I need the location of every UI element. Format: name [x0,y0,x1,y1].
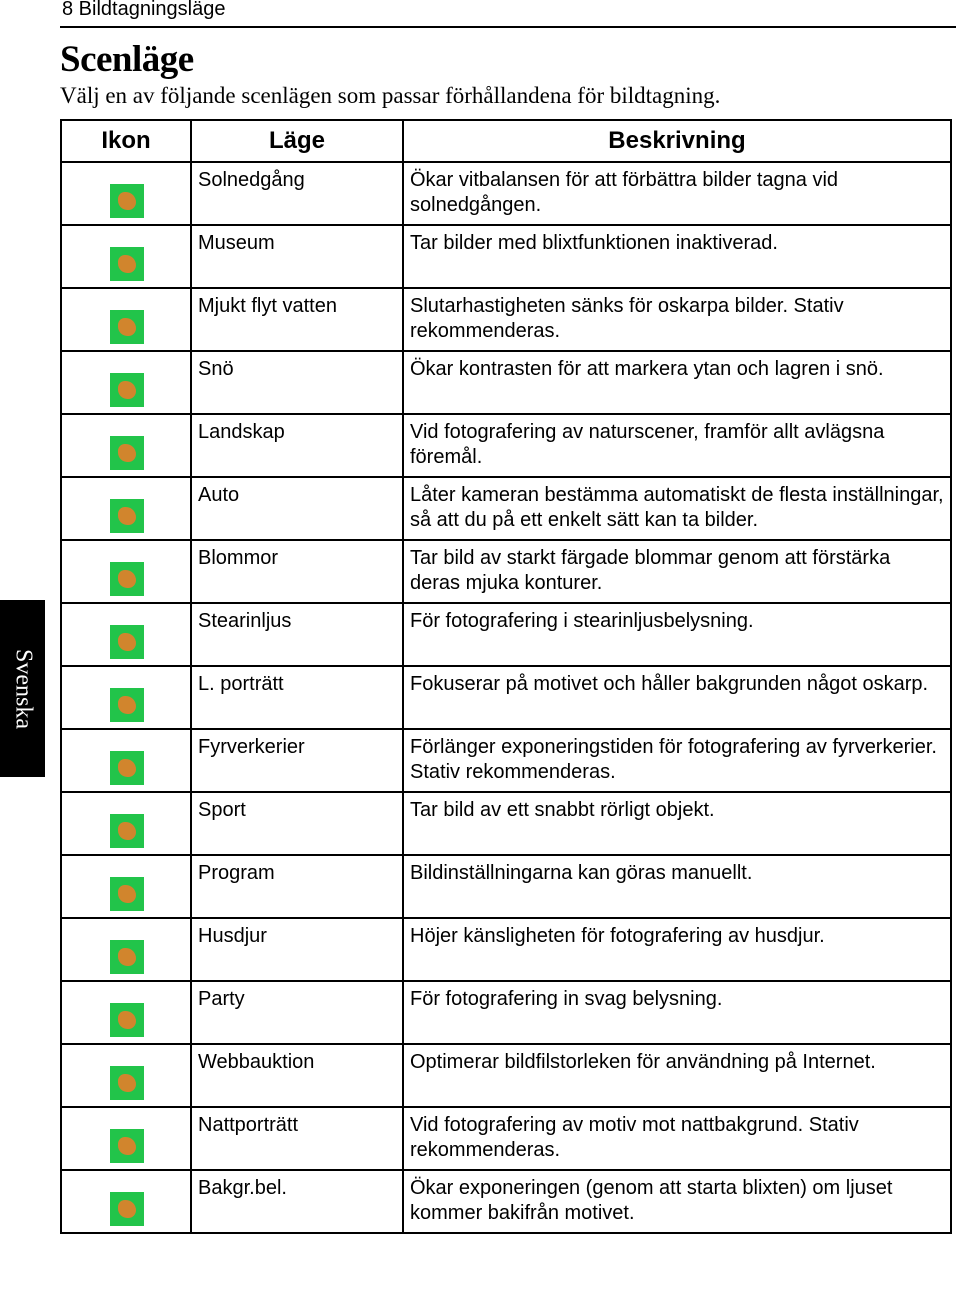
table-row [61,414,951,477]
table-row [61,1170,951,1233]
icon-cell [61,540,191,603]
column-header-icon: Ikon [61,120,191,162]
intro-text: Välj en av följande scenlägen som passar förhållandena för bildtagning. [60,83,721,108]
language-tab-label: Svenska [10,648,36,729]
mode-cell: Snö [191,351,403,414]
description-cell: Tar bild av starkt färgade blommar genom att förstärka deras mjuka konturer. [403,540,951,603]
section-title: Scenläge [60,39,194,80]
icon-cell [61,1044,191,1107]
page-number-label: 8 Bildtagningsläge [62,0,226,20]
table-row [61,1044,951,1107]
mode-cell: Auto [191,477,403,540]
mode-cell: Bakgr.bel. [191,1170,403,1233]
description-cell: Tar bild av ett snabbt rörligt objekt. [403,792,951,855]
program-scene-icon [110,877,144,911]
table-row [61,792,951,855]
table-row [61,981,951,1044]
party-scene-icon [110,1003,144,1037]
description-cell: Ökar kontrasten för att markera ytan och lagren i snö. [403,351,951,414]
table-row [61,1107,951,1170]
page-header [60,0,956,28]
night-portrait-scene-icon [110,1129,144,1163]
icon-cell [61,162,191,225]
table-row [61,225,951,288]
auto-scene-icon [110,499,144,533]
mode-cell: L. porträtt [191,666,403,729]
description-cell: Ökar vitbalansen för att förbättra bilder tagna vid solnedgången. [403,162,951,225]
description-cell: Förlänger exponeringstiden för fotografering av fyrverkerier. Stativ rekommenderas. [403,729,951,792]
mode-cell: Landskap [191,414,403,477]
mode-cell: Webbauktion [191,1044,403,1107]
mode-cell: Party [191,981,403,1044]
icon-cell [61,351,191,414]
column-header-mode: Läge [191,120,403,162]
sunset-scene-icon [110,184,144,218]
table-row [61,540,951,603]
icon-cell [61,603,191,666]
description-cell: Höjer känsligheten för fotografering av husdjur. [403,918,951,981]
flowers-scene-icon [110,562,144,596]
description-cell: Låter kameran bestämma automatiskt de flesta inställningar, så att du på ett enkelt sätt kan ta bilder. [403,477,951,540]
snow-scene-icon [110,373,144,407]
icon-cell [61,1107,191,1170]
mode-cell: Solnedgång [191,162,403,225]
web-auction-scene-icon [110,1066,144,1100]
description-cell: För fotografering in svag belysning. [403,981,951,1044]
language-tab [0,600,45,777]
portrait-scene-icon [110,688,144,722]
table-row [61,855,951,918]
table-row [61,918,951,981]
fireworks-scene-icon [110,751,144,785]
table-row [61,729,951,792]
description-cell: För fotografering i stearinljusbelysning. [403,603,951,666]
description-cell: Slutarhastigheten sänks för oskarpa bilder. Stativ rekommenderas. [403,288,951,351]
description-cell: Ökar exponeringen (genom att starta blixten) om ljuset kommer bakifrån motivet. [403,1170,951,1233]
backlight-scene-icon [110,1192,144,1226]
table-row [61,603,951,666]
museum-scene-icon [110,247,144,281]
mode-cell: Nattporträtt [191,1107,403,1170]
icon-cell [61,414,191,477]
flowing-water-scene-icon [110,310,144,344]
mode-cell: Fyrverkerier [191,729,403,792]
mode-cell: Mjukt flyt vatten [191,288,403,351]
table-row [61,351,951,414]
table-row [61,666,951,729]
mode-cell: Husdjur [191,918,403,981]
icon-cell [61,855,191,918]
candlelight-scene-icon [110,625,144,659]
icon-cell [61,666,191,729]
column-header-description: Beskrivning [403,120,951,162]
pet-scene-icon [110,940,144,974]
table-row [61,477,951,540]
description-cell: Vid fotografering av motiv mot nattbakgrund. Stativ rekommenderas. [403,1107,951,1170]
icon-cell [61,288,191,351]
scene-rows [61,162,951,1233]
table-row [61,288,951,351]
description-cell: Tar bilder med blixtfunktionen inaktiverad. [403,225,951,288]
sport-scene-icon [110,814,144,848]
mode-cell: Sport [191,792,403,855]
icon-cell [61,1170,191,1233]
icon-cell [61,918,191,981]
description-cell: Vid fotografering av naturscener, framför allt avlägsna föremål. [403,414,951,477]
description-cell: Optimerar bildfilstorleken för användning på Internet. [403,1044,951,1107]
mode-cell: Blommor [191,540,403,603]
icon-cell [61,792,191,855]
icon-cell [61,729,191,792]
description-cell: Bildinställningarna kan göras manuellt. [403,855,951,918]
mode-cell: Museum [191,225,403,288]
scene-mode-table [60,119,952,1234]
description-cell: Fokuserar på motivet och håller bakgrunden något oskarp. [403,666,951,729]
table-header-row [61,120,951,162]
landscape-scene-icon [110,436,144,470]
mode-cell: Program [191,855,403,918]
table-row [61,162,951,225]
icon-cell [61,225,191,288]
mode-cell: Stearinljus [191,603,403,666]
icon-cell [61,981,191,1044]
icon-cell [61,477,191,540]
